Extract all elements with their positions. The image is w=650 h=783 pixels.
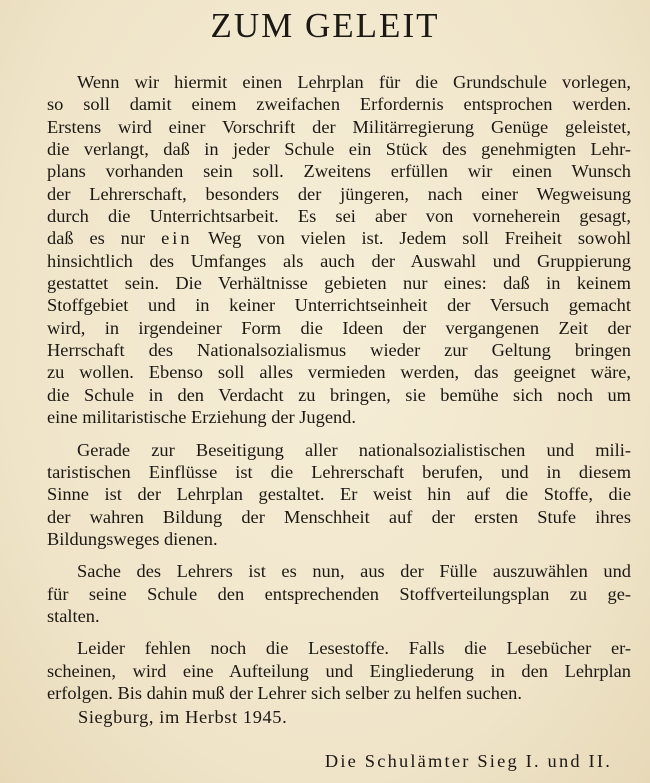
text-line: für seine Schule den entsprechenden Stoffverteilungsplan zu ge- xyxy=(47,583,631,604)
text-line: Herrschaft des Nationalsozialismus wieder zur Geltung bringen xyxy=(47,340,631,361)
text-fragment: daß es nur xyxy=(47,228,162,249)
text-line: eine militaristische Erziehung der Jugend. xyxy=(47,407,356,428)
text-line: die Schule in den Verdacht zu bringen, sie bemühe sich noch um xyxy=(47,384,631,405)
text-line: hinsichtlich des Umfanges als auch der Auswahl und Gruppierung xyxy=(47,250,631,271)
paragraph-3 xyxy=(47,560,631,627)
text-line: Bildungsweges dienen. xyxy=(47,528,218,549)
text-line: scheinen, wird eine Aufteilung und Eingliederung in den Lehrplan xyxy=(47,660,631,681)
text-line: gestattet sein. Die Verhältnisse gebieten nur eines: daß in keinem xyxy=(47,273,631,294)
text-line: Sinne ist der Lehrplan gestaltet. Er weist hin auf die Stoffe, die xyxy=(47,484,631,505)
text-line: wird, in irgendeiner Form die Ideen der vergangenen Zeit der xyxy=(47,317,631,338)
text-line: durch die Unterrichtsarbeit. Es sei aber von vorneherein gesagt, xyxy=(47,206,631,227)
text-line: stalten. xyxy=(47,605,100,626)
page-title: ZUM GELEIT xyxy=(210,6,440,45)
text-line: taristischen Einflüsse ist die Lehrerschaft berufen, und in diesem xyxy=(47,461,631,482)
document-body xyxy=(47,71,631,704)
text-line: Wenn wir hiermit einen Lehrplan für die Grundschule vorlegen, xyxy=(77,72,631,92)
emphasized-word: ein xyxy=(161,228,193,249)
text-line: zu wollen. Ebenso soll alles vermieden werden, das geeignet wäre, xyxy=(47,362,631,383)
text-line: Stoffgebiet und in keiner Unterrichtseinheit der Versuch gemacht xyxy=(47,295,631,316)
text-line: der Lehrerschaft, besonders der jüngeren, nach einer Wegweisung xyxy=(47,183,631,204)
paragraph-2 xyxy=(47,439,631,551)
text-line: die verlangt, daß in jeder Schule ein Stück des genehmigten Lehr- xyxy=(47,139,631,160)
paragraph-1 xyxy=(47,71,631,429)
text-line: der wahren Bildung der Menschheit auf der ersten Stufe ihres xyxy=(47,506,631,527)
text-fragment: Weg von vielen ist. Jedem soll Freiheit sowohl xyxy=(208,228,631,249)
text-line: Sache des Lehrers ist es nun, aus der Fülle auszuwählen und xyxy=(77,561,631,582)
text-line: so soll damit einem zweifachen Erfordernis entsprochen werden. xyxy=(47,94,631,115)
text-line: Gerade zur Beseitigung aller nationalsozialistischen und mili- xyxy=(77,439,631,460)
paragraph-4 xyxy=(47,637,631,704)
signature: Die Schulämter Sieg I. und II. xyxy=(324,751,612,771)
text-line: Erstens wird einer Vorschrift der Militärregierung Genüge geleistet, xyxy=(47,116,631,137)
text-line: Leider fehlen noch die Lesestoffe. Falls die Lesebücher er- xyxy=(77,638,631,659)
place-date: Siegburg, im Herbst 1945. xyxy=(78,707,288,727)
text-line: plans vorhanden sein soll. Zweitens erfüllen wir einen Wunsch xyxy=(47,161,631,182)
text-line: erfolgen. Bis dahin muß der Lehrer sich selber zu helfen suchen. xyxy=(47,682,522,703)
text-line xyxy=(47,227,631,249)
